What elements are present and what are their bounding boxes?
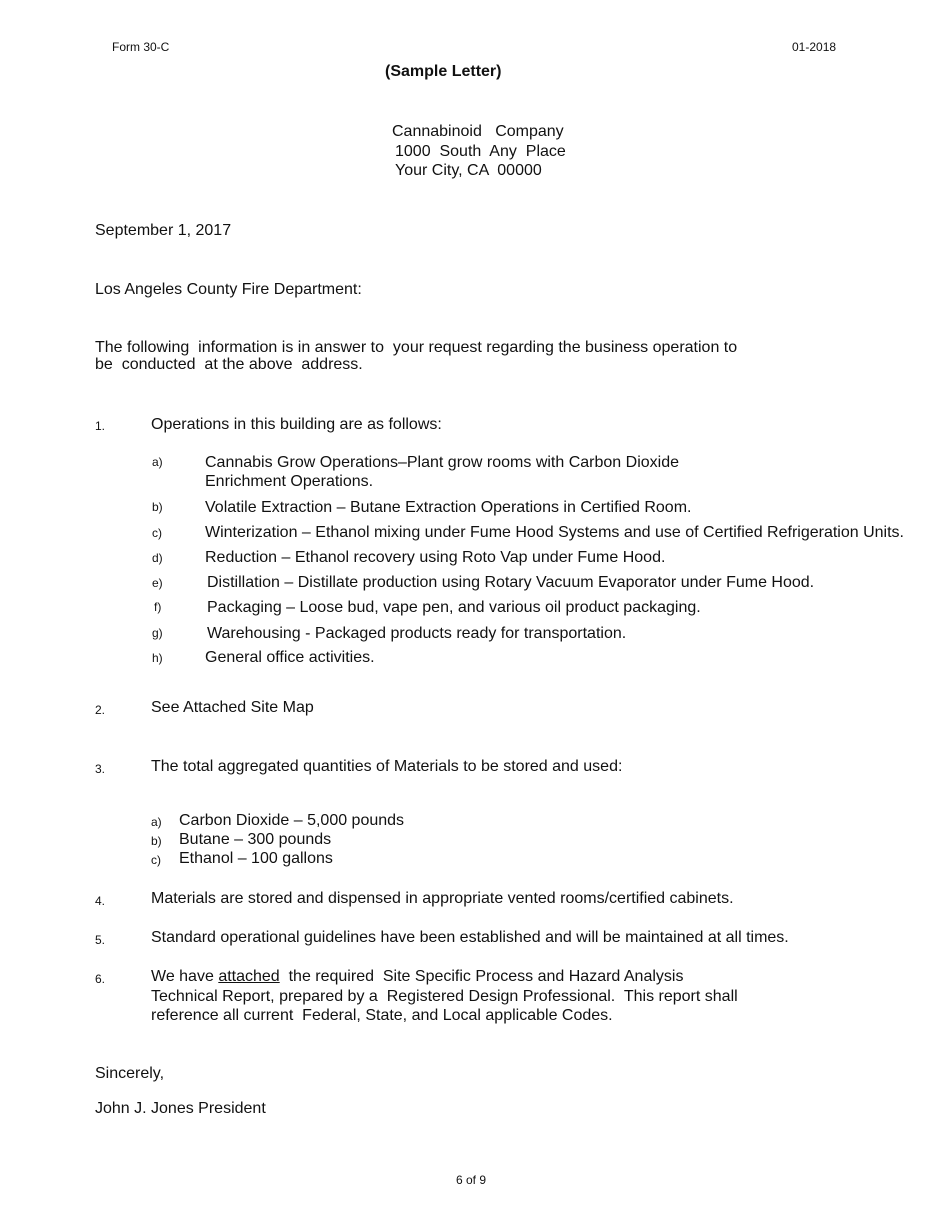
subitem-letter: d) — [152, 551, 163, 565]
closing: Sincerely, — [95, 1065, 165, 1082]
subitem-text: Warehousing - Packaged products ready for transportation. — [207, 625, 627, 642]
subitem-text: Packaging – Loose bud, vape pen, and various oil product packaging. — [207, 599, 701, 616]
subitem-letter: c) — [151, 853, 161, 867]
item-number: 5. — [95, 933, 106, 947]
form-id: Form 30-C — [112, 40, 170, 54]
subitem-text: Winterization – Ethanol mixing under Fume Hood Systems and use of Certified Refrigeration Units. — [205, 524, 904, 541]
subitem-text: Reduction – Ethanol recovery using Roto Vap under Fume Hood. — [205, 549, 666, 566]
subitem-text: Carbon Dioxide – 5,000 pounds — [179, 812, 405, 829]
item-text-prefix: We have — [151, 968, 214, 985]
subitem-text: Ethanol – 100 gallons — [179, 850, 333, 867]
letter-date: September 1, 2017 — [95, 222, 232, 239]
subitem-letter: h) — [152, 651, 163, 665]
subitem-text-cont: Enrichment Operations. — [205, 473, 374, 490]
subitem-letter: b) — [152, 500, 163, 514]
item-text: Materials are stored and dispensed in appropriate vented rooms/certified cabinets. — [151, 890, 734, 907]
subitem-text: Butane – 300 pounds — [179, 831, 332, 848]
item-text-suffix: the required Site Specific Process and Hazard Analysis — [288, 968, 684, 985]
subitem-letter: g) — [152, 626, 163, 640]
company-street: 1000 South Any Place — [395, 143, 566, 160]
subitem-text: Distillation – Distillate production using Rotary Vacuum Evaporator under Fume Hood. — [207, 574, 815, 591]
item-text: The total aggregated quantities of Materials to be stored and used: — [151, 758, 623, 775]
item-text: See Attached Site Map — [151, 699, 314, 716]
subitem-letter: b) — [151, 834, 162, 848]
subitem-letter: a) — [152, 455, 163, 469]
intro-line-2: be conducted at the above address. — [95, 356, 363, 373]
subitem-letter: f) — [154, 600, 162, 614]
signature: John J. Jones President — [95, 1100, 266, 1117]
item-number: 2. — [95, 703, 106, 717]
subitem-text: General office activities. — [205, 649, 375, 666]
revision-date: 01-2018 — [792, 40, 837, 54]
subitem-text: Volatile Extraction – Butane Extraction Operations in Certified Room. — [205, 499, 692, 516]
item-text-cont: Technical Report, prepared by a Registered Design Professional. This report shall — [151, 988, 738, 1005]
item-text: Standard operational guidelines have been established and will be maintained at all times. — [151, 929, 789, 946]
attached-link: attached — [218, 968, 280, 985]
intro-line-1: The following information is in answer to your request regarding the business operation to — [95, 339, 738, 356]
item-number: 1. — [95, 419, 106, 433]
subitem-letter: a) — [151, 815, 162, 829]
item-text — [151, 968, 683, 986]
item-number: 6. — [95, 972, 106, 986]
addressee: Los Angeles County Fire Department: — [95, 281, 362, 298]
letter-title: (Sample Letter) — [385, 63, 502, 80]
subitem-letter: c) — [152, 526, 162, 540]
company-city: Your City, CA 00000 — [395, 162, 542, 179]
item-number: 3. — [95, 762, 106, 776]
item-text-cont: reference all current Federal, State, and Local applicable Codes. — [151, 1007, 613, 1024]
page-number: 6 of 9 — [456, 1173, 487, 1187]
subitem-letter: e) — [152, 576, 163, 590]
item-text: Operations in this building are as follows: — [151, 416, 442, 433]
item-number: 4. — [95, 894, 106, 908]
company-name: Cannabinoid Company — [392, 123, 564, 140]
subitem-text: Cannabis Grow Operations–Plant grow rooms with Carbon Dioxide — [205, 454, 679, 471]
